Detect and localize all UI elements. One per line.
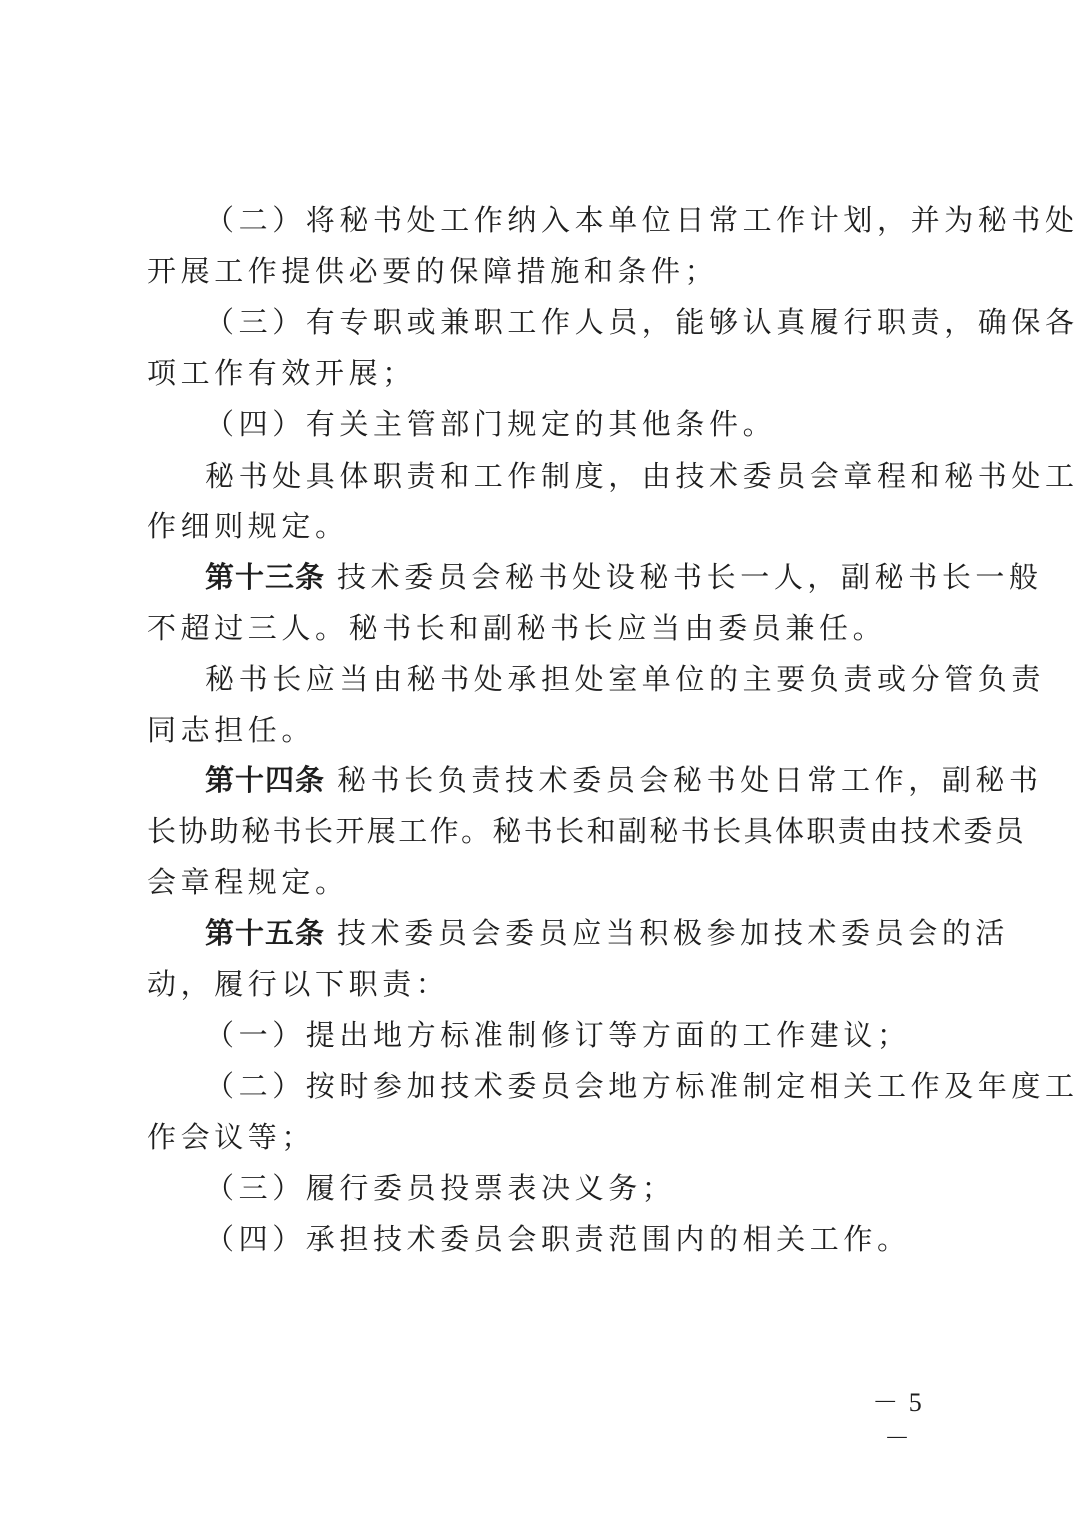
paragraph-line: 秘书处具体职责和工作制度，由技术委员会章程和秘书处工 [205,459,1079,493]
paragraph-line: （四）有关主管部门规定的其他条件。 [205,407,777,441]
paragraph-line: 会章程规定。 [147,865,349,899]
paragraph-line: （一）提出地方标准制修订等方面的工作建议； [205,1018,911,1052]
article-text: 技术委员会委员应当积极参加技术委员会的活 [337,916,1010,950]
paragraph-line: 项工作有效开展； [147,356,416,390]
paragraph-line: （三）有专职或兼职工作人员，能够认真履行职责，确保各 [205,305,1079,339]
paragraph-line: 长协助秘书长开展工作。秘书长和副秘书长具体职责由技术委员 [147,814,1027,848]
article-line [205,913,1010,953]
paragraph-line: 不超过三人。秘书长和副秘书长应当由委员兼任。 [147,611,887,645]
paragraph-line: 同志担任。 [147,713,316,747]
paragraph-line: 作会议等； [147,1120,316,1154]
article-line [205,557,1043,597]
paragraph-line: 秘书长应当由秘书处承担处室单位的主要负责或分管负责 [205,662,1046,696]
paragraph-line: （三）履行委员投票表决义务； [205,1171,676,1205]
article-text: 技术委员会秘书处设秘书长一人，副秘书长一般 [337,560,1043,594]
paragraph-line: （二）按时参加技术委员会地方标准制定相关工作及年度工 [205,1069,1079,1103]
page-number: － 5 － [872,1388,924,1453]
paragraph-line: （二）将秘书处工作纳入本单位日常工作计划，并为秘书处 [205,203,1079,237]
paragraph-line: （四）承担技术委员会职责范围内的相关工作。 [205,1222,911,1256]
article-heading: 第十五条 [205,916,326,950]
paragraph-line: 动，履行以下职责： [147,967,450,1001]
article-line [205,760,1043,800]
article-heading: 第十三条 [205,560,326,594]
paragraph-line: 开展工作提供必要的保障措施和条件； [147,254,719,288]
article-text: 秘书长负责技术委员会秘书处日常工作，副秘书 [337,763,1043,797]
paragraph-line: 作细则规定。 [147,509,349,543]
article-heading: 第十四条 [205,763,326,797]
